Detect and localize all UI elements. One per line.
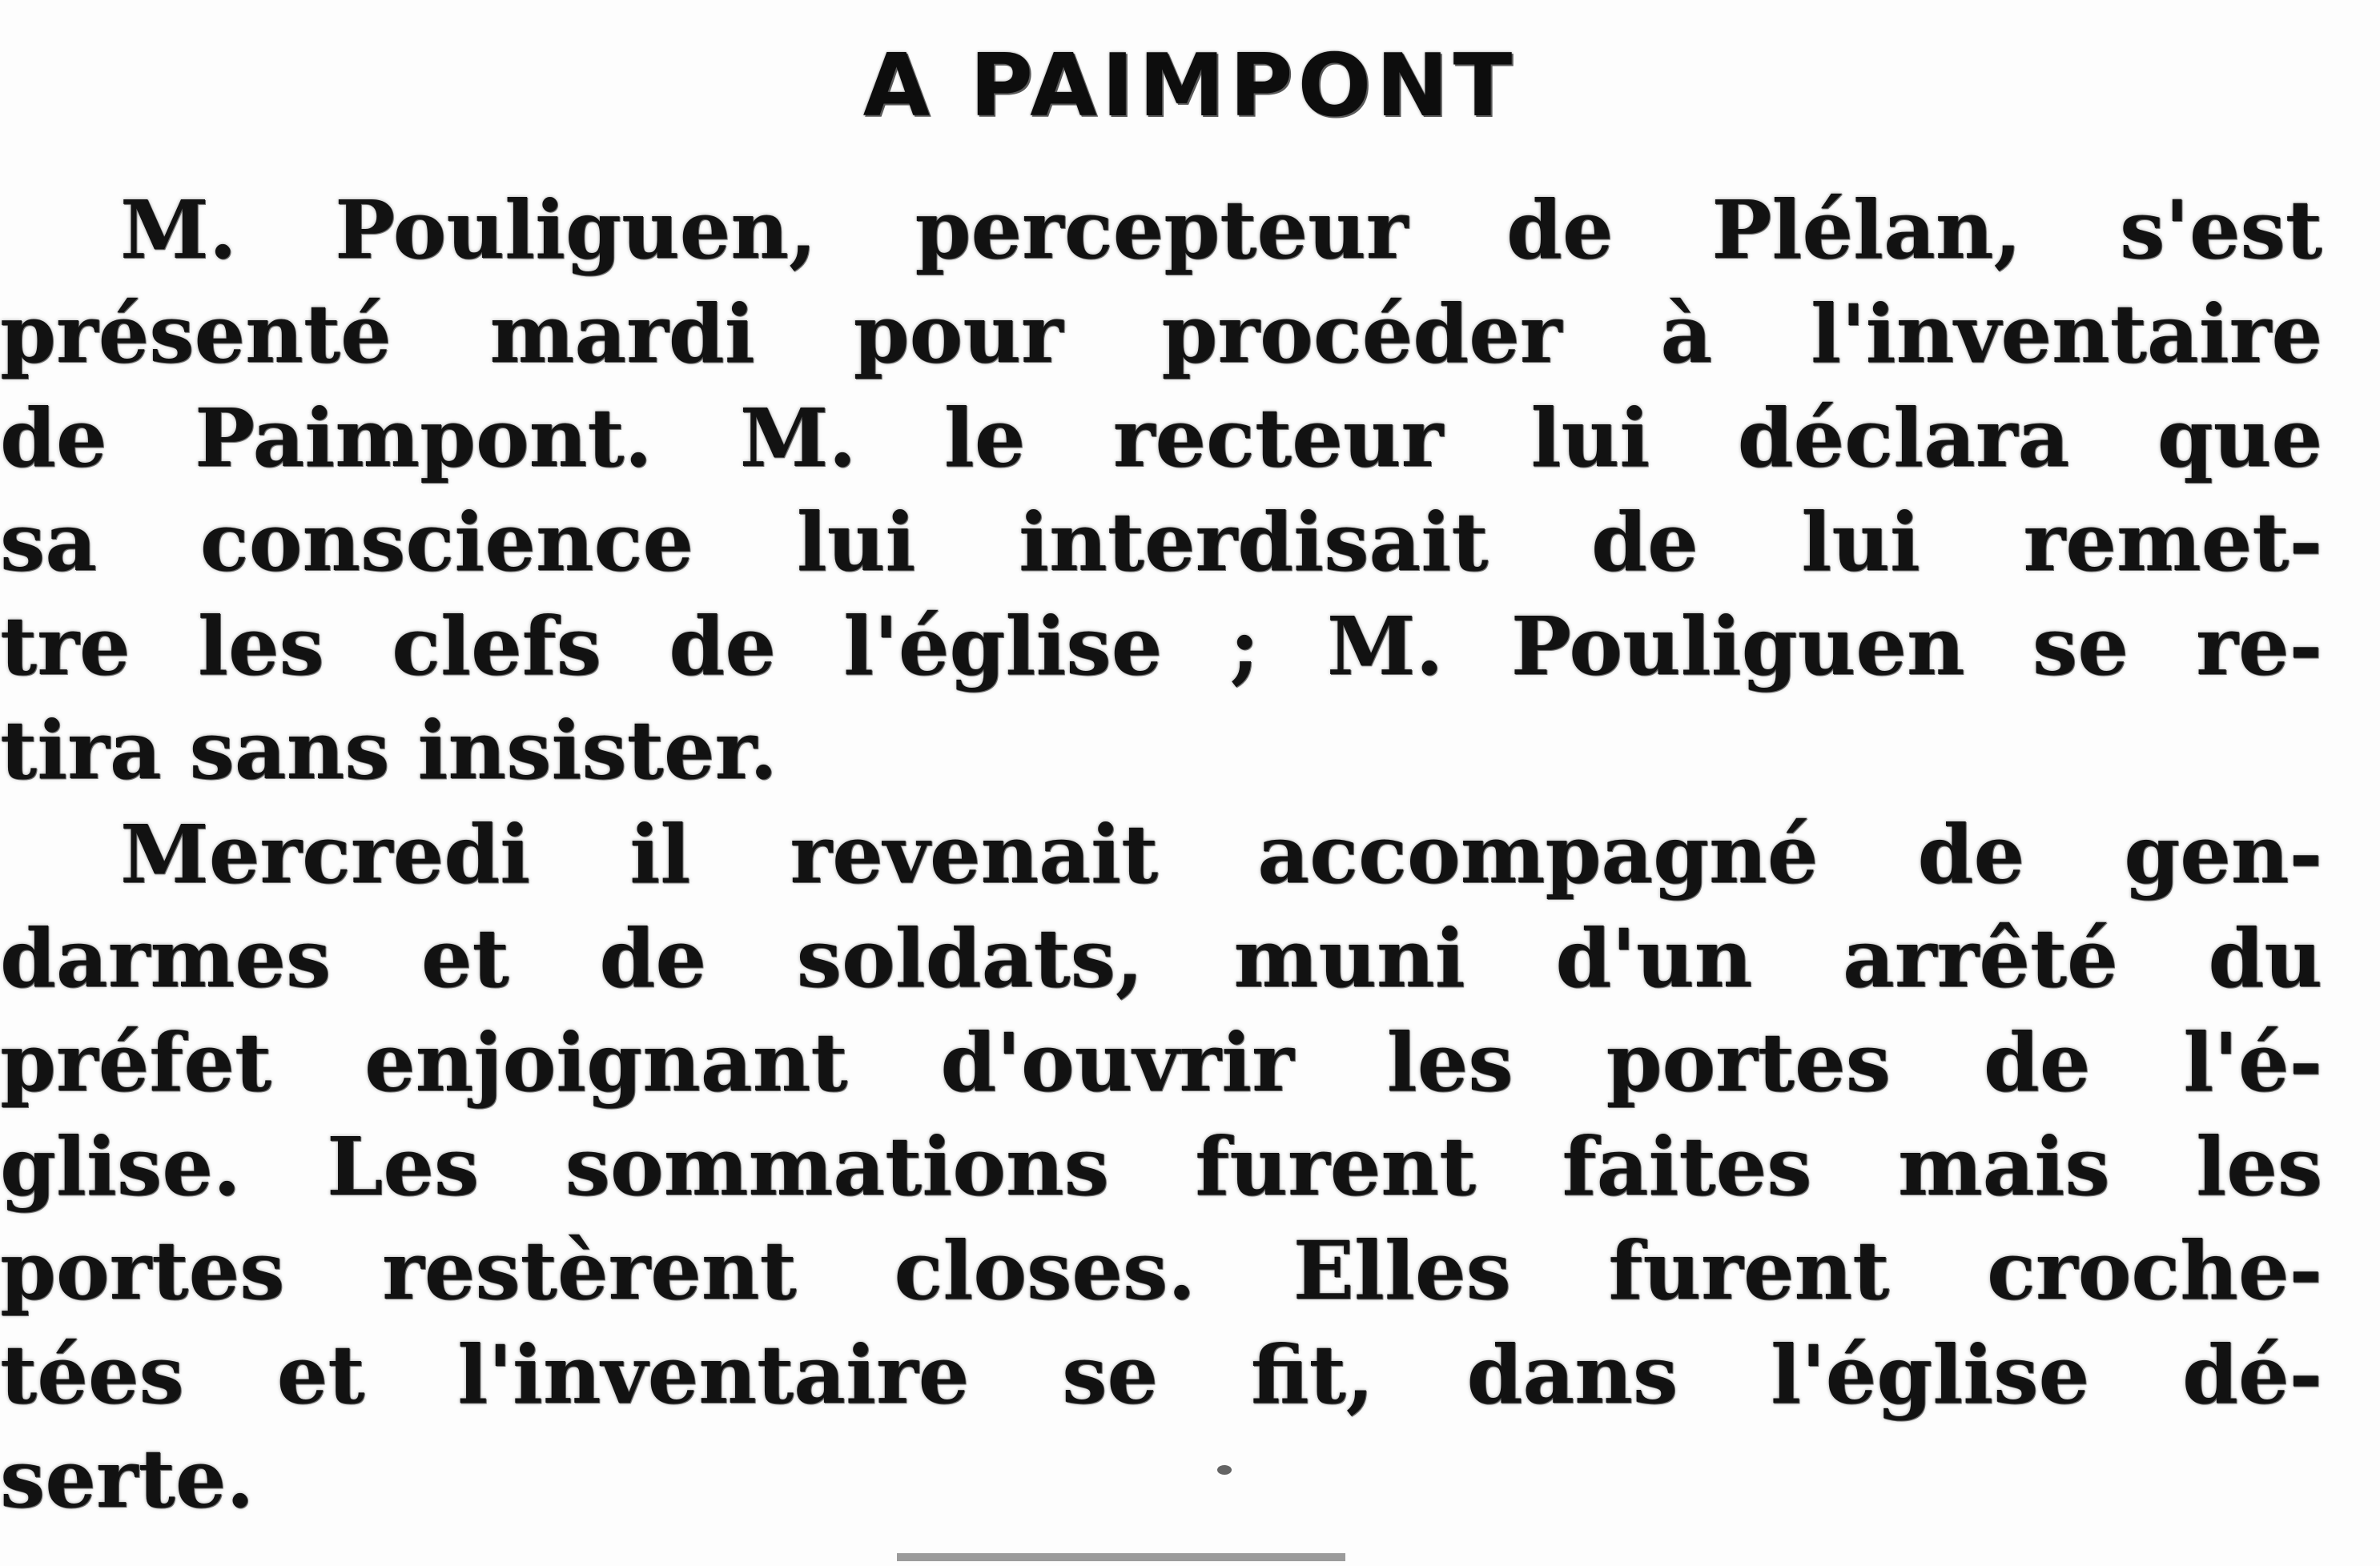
article-line-5: tre les clefs de l'église ; M. Pouliguen se re- (0, 599, 2322, 693)
ink-speck (1217, 1465, 1232, 1475)
article-line-2: présenté mardi pour procéder à l'inventaire (0, 287, 2322, 381)
column-rule (897, 1553, 1345, 1561)
article-line-4: sa conscience lui interdisait de lui remet- (0, 495, 2322, 589)
article-line-7: Mercredi il revenait accompagné de gen- (120, 807, 2322, 901)
article-line-13: serte. (0, 1431, 255, 1526)
article-line-10: glise. Les sommations furent faites mais les (0, 1119, 2322, 1214)
article-line-11: portes restèrent closes. Elles furent croche- (0, 1223, 2322, 1318)
article-line-8: darmes et de soldats, muni d'un arrêté du (0, 911, 2322, 1006)
article-line-12: tées et l'inventaire se fit, dans l'église dé- (0, 1327, 2322, 1422)
article-line-1: M. Pouliguen, percepteur de Plélan, s'est (120, 183, 2322, 277)
article-line-3: de Paimpont. M. le recteur lui déclara que (0, 391, 2322, 485)
article-title: A PAIMPONT (862, 36, 1518, 136)
article-line-9: préfet enjoignant d'ouvrir les portes de l'é- (0, 1015, 2322, 1110)
article-line-6: tira sans insister. (0, 703, 778, 797)
